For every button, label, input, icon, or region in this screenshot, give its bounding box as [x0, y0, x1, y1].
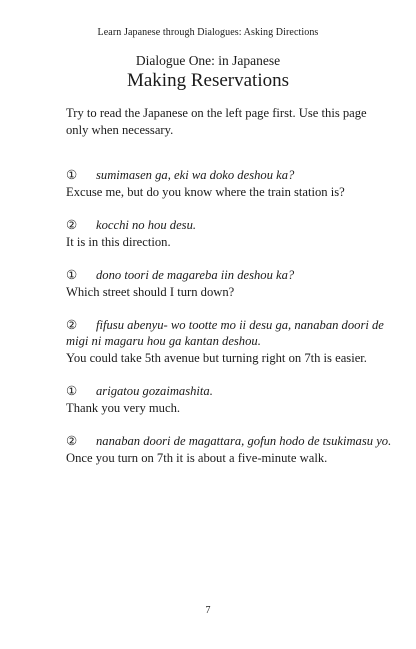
japanese-line: sumimasen ga, eki wa doko deshou ka? — [96, 168, 295, 182]
speaker-two-marker: ② — [66, 218, 78, 232]
japanese-line: arigatou gozaimashita. — [96, 384, 213, 398]
speaker-two-marker: ② — [66, 318, 78, 332]
japanese-line: dono toori de magareba iin deshou ka? — [96, 268, 295, 282]
speaker-one-marker: ① — [66, 268, 78, 282]
english-translation: Once you turn on 7th it is about a five-minute walk. — [66, 451, 328, 465]
intro-paragraph: Try to read the Japanese on the left page first. Use this page only when necessary. — [66, 106, 367, 137]
english-translation: You could take 5th avenue but turning right on 7th is easier. — [66, 351, 367, 365]
japanese-line: fifusu abenyu- wo tootte mo ii desu ga, nanaban doori de — [96, 318, 384, 332]
english-translation: Excuse me, but do you know where the train station is? — [66, 185, 345, 199]
page-title: Making Reservations — [126, 70, 289, 91]
speaker-one-marker: ① — [66, 168, 78, 182]
english-translation: Which street should I turn down? — [66, 285, 235, 299]
speaker-two-marker: ② — [66, 434, 78, 448]
english-translation: It is in this direction. — [66, 235, 171, 249]
page-number: 7 — [205, 605, 211, 616]
japanese-line: nanaban doori de magattara, gofun hodo de tsukimasu yo. — [96, 434, 392, 448]
dialogue-subtitle: Dialogue One: in Japanese — [135, 53, 281, 68]
japanese-line-continued: migi ni magaru hou ga kantan deshou. — [66, 334, 261, 348]
japanese-line: kocchi no hou desu. — [96, 218, 197, 232]
english-translation: Thank you very much. — [66, 401, 181, 415]
running-header: Learn Japanese through Dialogues: Asking Directions — [97, 27, 319, 38]
speaker-one-marker: ① — [66, 384, 78, 398]
